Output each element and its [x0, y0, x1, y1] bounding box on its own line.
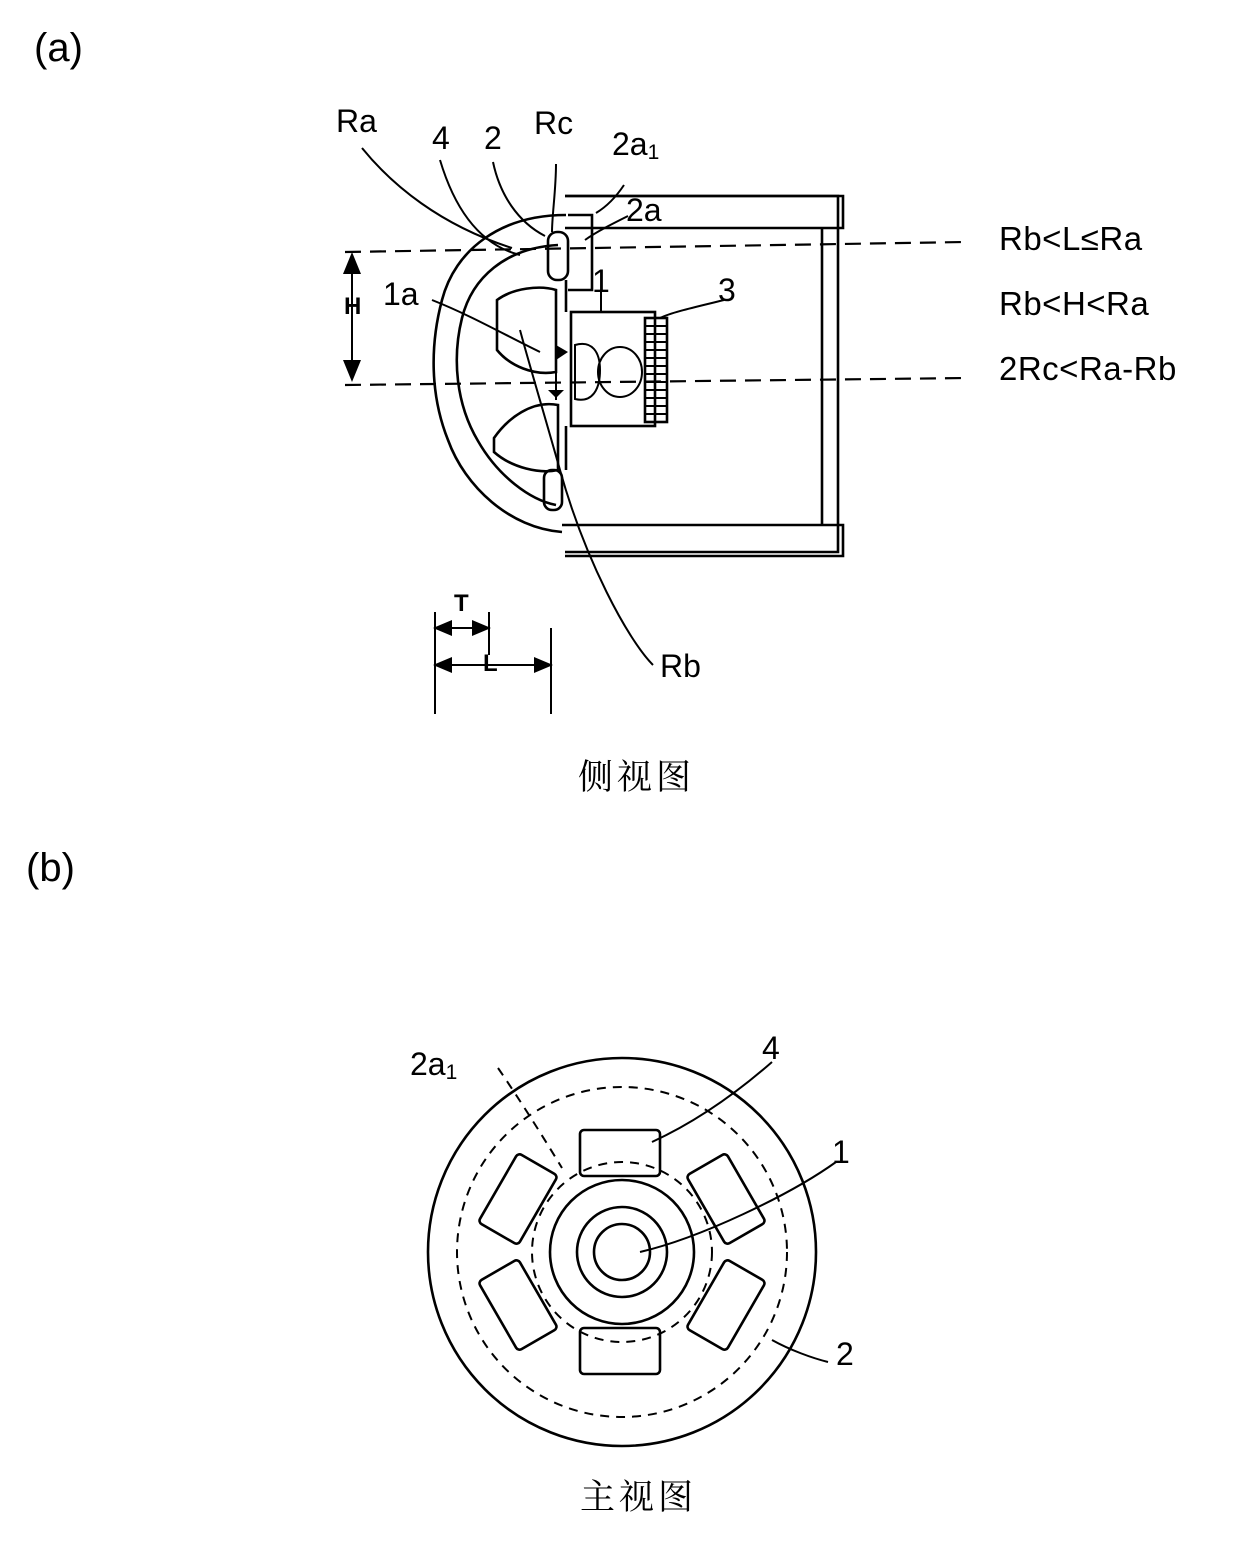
panel-b-caption: 主视图 [580, 1478, 698, 1517]
leader-2a1-b [498, 1068, 562, 1168]
ref-1-label: 1 [592, 263, 610, 299]
panel-b-drawing [0, 990, 1240, 1550]
outer-circle-2 [428, 1058, 816, 1446]
top-flange [565, 192, 843, 228]
core-shape-right [598, 347, 642, 397]
ref-3-label: 3 [718, 272, 736, 308]
ref-2a1-main: 2a [612, 126, 648, 162]
hub-circle-mid [577, 1207, 667, 1297]
ref-ra-label: Ra [336, 103, 377, 139]
inner-cavity-upper [497, 288, 556, 373]
magnet-holder-upper [568, 215, 592, 290]
inner-cavity-lower [494, 404, 558, 471]
magnet-top [580, 1130, 660, 1176]
ref-2-label: 2 [484, 120, 502, 156]
ref-4-label-b: 4 [762, 1030, 780, 1066]
nose-inner-curve [457, 245, 558, 505]
ref-2a1-label-b [410, 1046, 458, 1084]
ref-2-label-b: 2 [836, 1336, 854, 1372]
leader-ra [362, 148, 512, 248]
dash-line-upper [345, 242, 965, 252]
leader-2-b [772, 1340, 828, 1362]
leader-rc [552, 164, 556, 232]
magnet-lower-right [686, 1259, 766, 1351]
magnet-bottom [580, 1328, 660, 1374]
ref-1a-label: 1a [383, 276, 419, 312]
dim-h-label: H [344, 293, 362, 320]
leader-2 [493, 162, 545, 236]
panel-b-label: (b) [26, 846, 75, 890]
magnet-upper-right [686, 1153, 766, 1245]
hub-circle-outer [550, 1180, 694, 1324]
magnet-upper-left [478, 1153, 558, 1245]
ref-rc-label: Rc [534, 105, 574, 141]
magnet-upper-2a [548, 232, 568, 280]
dim-t-label: T [454, 590, 469, 617]
leader-3 [660, 300, 724, 318]
arrow-marker-right [556, 345, 568, 360]
condition-1: Rb<L≤Ra [999, 220, 1143, 257]
h-arrow-down [343, 360, 361, 382]
ref-2a-label: 2a [626, 192, 662, 228]
leader-4-b [652, 1062, 772, 1142]
leader-2a1 [596, 185, 624, 213]
ref-2a1-main-b: 2a [410, 1046, 446, 1082]
ref-2a1-sub-b: 1 [445, 1061, 458, 1084]
core-shape-left [575, 344, 600, 400]
condition-3: 2Rc<Ra-Rb [999, 350, 1177, 387]
housing-outer-right [565, 192, 838, 552]
h-arrow-up [343, 252, 361, 274]
ref-2a1-sub: 1 [647, 141, 660, 164]
ref-rb-label: Rb [660, 648, 701, 684]
panel-a-label: (a) [34, 26, 83, 70]
dashed-circle-outer [457, 1087, 787, 1417]
panel-a-caption: 侧视图 [578, 758, 696, 797]
magnet-lower-left [478, 1259, 558, 1351]
ref-1-label-b: 1 [832, 1134, 850, 1170]
leader-rb [520, 330, 653, 665]
dim-l-label: L [483, 650, 498, 677]
ref-2a1-label [612, 126, 660, 164]
magnet-group-4 [478, 1130, 766, 1374]
condition-2: Rb<H<Ra [999, 285, 1150, 322]
dashed-circle-inner [532, 1162, 712, 1342]
ref-4-label: 4 [432, 120, 450, 156]
